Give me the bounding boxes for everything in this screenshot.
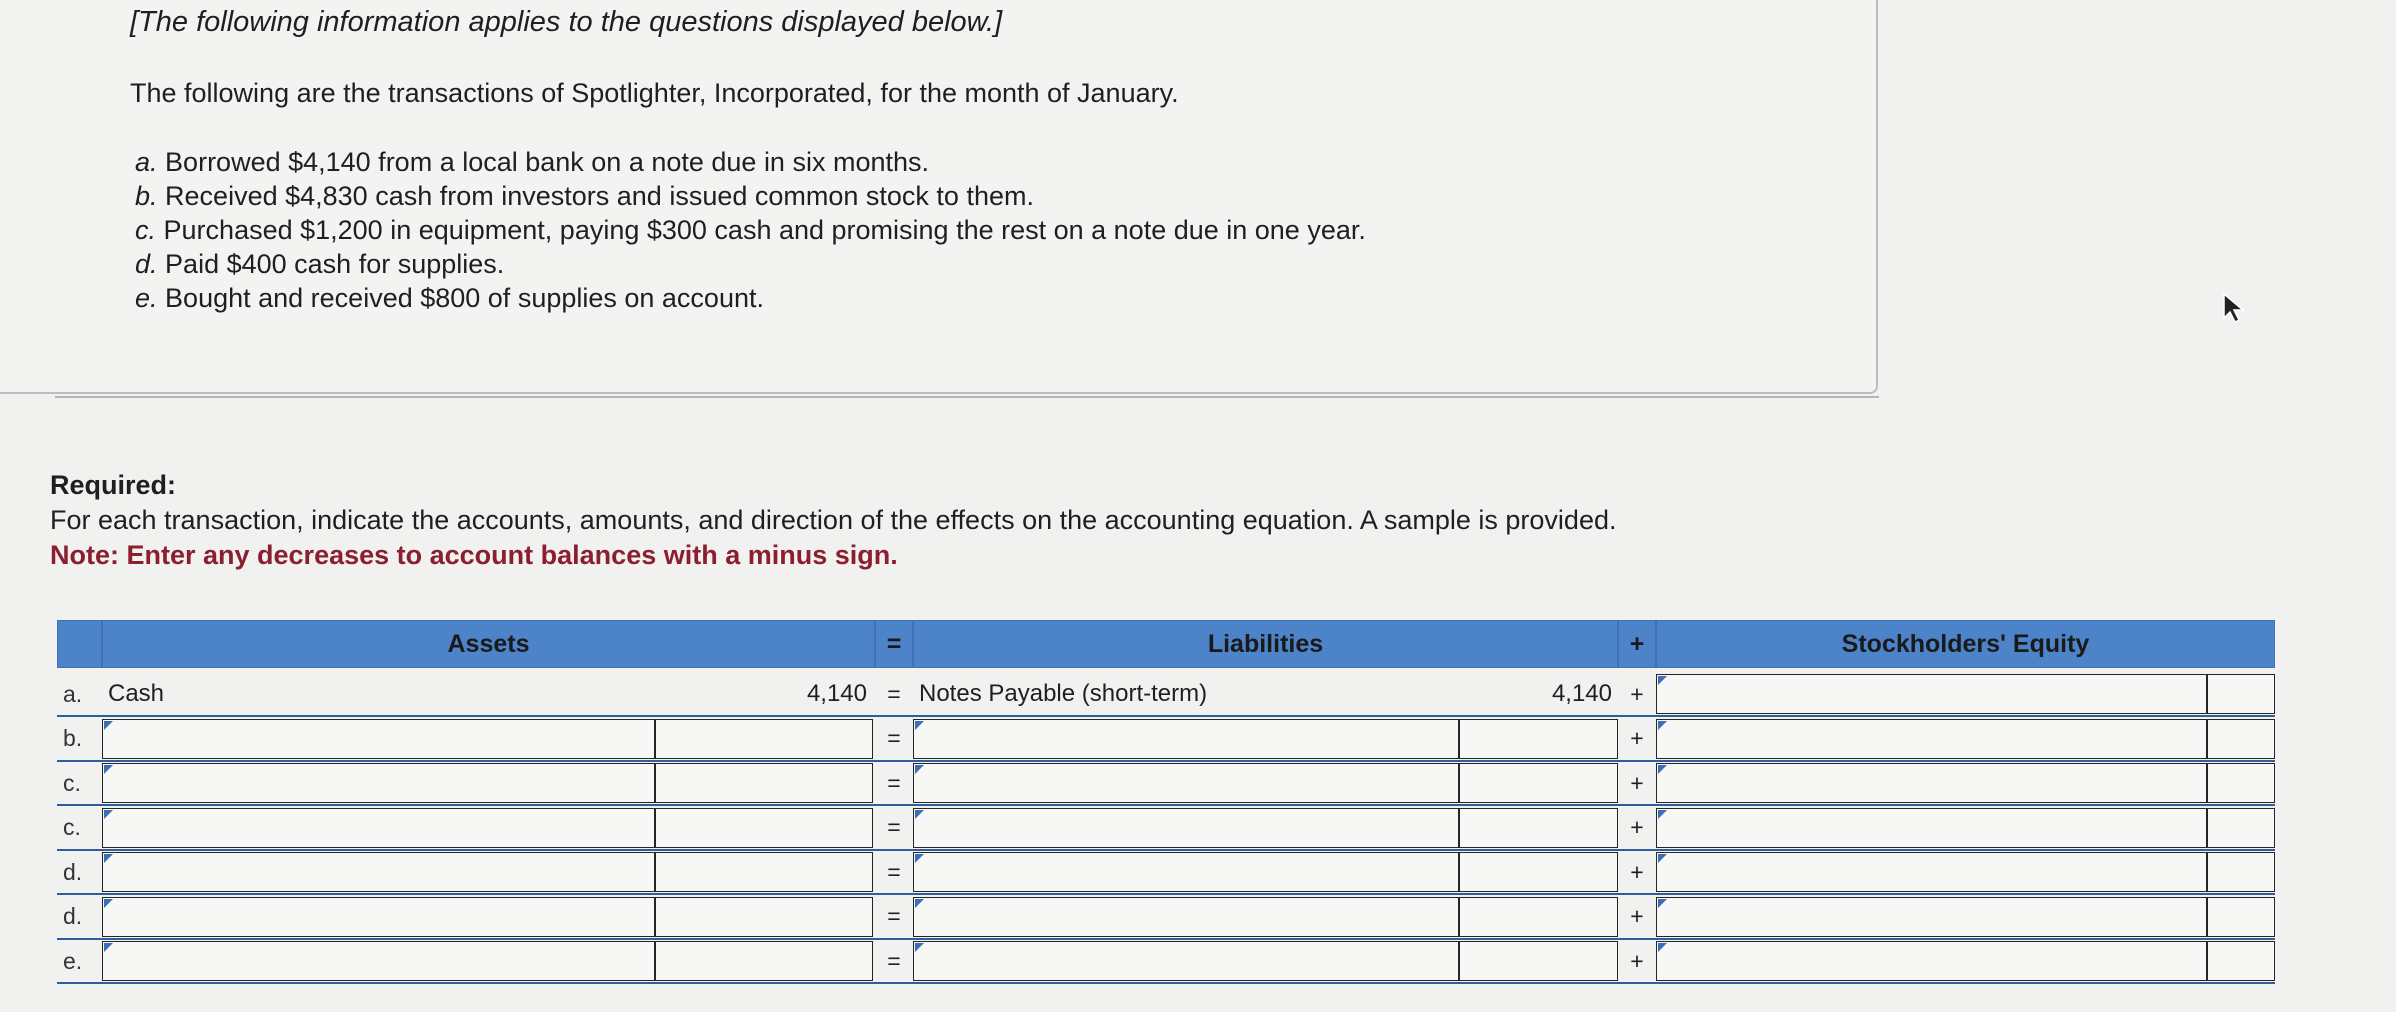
dropdown-marker-icon bbox=[104, 810, 113, 819]
equity-amount-input[interactable] bbox=[2207, 941, 2275, 981]
note-text: Note: Enter any decreases to account balances with a minus sign. bbox=[50, 540, 898, 570]
transaction-letter: e. bbox=[135, 283, 158, 313]
info-panel-divider bbox=[55, 396, 1879, 398]
dropdown-marker-icon bbox=[915, 765, 924, 774]
accounting-equation-table bbox=[57, 620, 2275, 982]
transaction-item bbox=[135, 213, 1366, 247]
entry-row bbox=[57, 895, 2275, 939]
dropdown-marker-icon bbox=[915, 943, 924, 952]
header-assets: Assets bbox=[102, 620, 875, 668]
liability-account-select bbox=[913, 674, 1459, 714]
dropdown-marker-icon bbox=[915, 721, 924, 730]
plus-sign: + bbox=[1630, 725, 1644, 751]
plus-sign: + bbox=[1630, 769, 1644, 796]
entry-row bbox=[57, 806, 2275, 850]
transaction-text: Received $4,830 cash from investors and issued common stock to them. bbox=[165, 181, 1034, 211]
asset-account-select[interactable] bbox=[102, 808, 655, 848]
liability-account-select[interactable] bbox=[913, 808, 1459, 848]
transaction-item bbox=[135, 281, 1366, 315]
plus-sign: + bbox=[1630, 814, 1644, 840]
transaction-item bbox=[135, 179, 1366, 213]
header-equity: Stockholders' Equity bbox=[1656, 620, 2275, 668]
row-divider bbox=[57, 982, 2275, 984]
dropdown-marker-icon bbox=[1658, 676, 1667, 685]
row-label: d. bbox=[63, 903, 83, 929]
dropdown-marker-icon bbox=[1658, 943, 1667, 952]
equals-sign: = bbox=[887, 680, 901, 707]
required-heading: Required: bbox=[50, 470, 177, 500]
asset-amount-input[interactable] bbox=[655, 852, 873, 892]
transaction-letter: d. bbox=[135, 249, 158, 279]
liability-account-select[interactable] bbox=[913, 897, 1459, 937]
mouse-pointer-icon bbox=[2222, 292, 2248, 324]
dropdown-marker-icon bbox=[104, 899, 113, 908]
transaction-letter: c. bbox=[135, 215, 157, 245]
equity-account-select[interactable] bbox=[1656, 808, 2207, 848]
equity-account-select[interactable] bbox=[1656, 763, 2207, 803]
plus-sign: + bbox=[1630, 858, 1644, 885]
liability-amount-input[interactable] bbox=[1459, 897, 1618, 937]
asset-account-select-value: Cash bbox=[108, 680, 165, 707]
asset-account-select[interactable] bbox=[102, 941, 655, 981]
asset-account-select bbox=[102, 674, 655, 714]
dropdown-marker-icon bbox=[915, 899, 924, 908]
dropdown-marker-icon bbox=[915, 854, 924, 863]
equity-amount-input[interactable] bbox=[2207, 674, 2275, 714]
equals-sign: = bbox=[887, 858, 901, 885]
entry-row bbox=[57, 717, 2275, 761]
row-label: c. bbox=[63, 814, 81, 840]
asset-amount-input-value: 4,140 bbox=[806, 680, 867, 707]
equity-amount-input[interactable] bbox=[2207, 808, 2275, 848]
equity-account-select[interactable] bbox=[1656, 719, 2207, 759]
header-row-label bbox=[57, 620, 102, 668]
equals-sign: = bbox=[887, 903, 901, 929]
transaction-text: Paid $400 cash for supplies. bbox=[165, 249, 505, 279]
dropdown-marker-icon bbox=[1658, 899, 1667, 908]
dropdown-marker-icon bbox=[1658, 765, 1667, 774]
header-equals: = bbox=[875, 620, 913, 668]
entry-row bbox=[57, 939, 2275, 983]
plus-sign: + bbox=[1630, 680, 1644, 707]
asset-account-select[interactable] bbox=[102, 719, 655, 759]
entry-row bbox=[57, 761, 2275, 805]
liability-account-select[interactable] bbox=[913, 852, 1459, 892]
dropdown-marker-icon bbox=[1658, 721, 1667, 730]
dropdown-marker-icon bbox=[104, 943, 113, 952]
transaction-letter: a. bbox=[135, 147, 158, 177]
liability-amount-input[interactable] bbox=[1459, 719, 1618, 759]
asset-amount-input[interactable] bbox=[655, 719, 873, 759]
equity-account-select[interactable] bbox=[1656, 674, 2207, 714]
header-plus: + bbox=[1618, 620, 1656, 668]
instruction-text: For each transaction, indicate the accounts, amounts, and direction of the effects on the accounting equation. A sample is provided. bbox=[50, 505, 1617, 535]
plus-sign: + bbox=[1630, 947, 1644, 974]
liability-amount-input bbox=[1459, 674, 1618, 714]
dropdown-marker-icon bbox=[104, 765, 113, 774]
equity-account-select[interactable] bbox=[1656, 897, 2207, 937]
transaction-text: Purchased $1,200 in equipment, paying $300 cash and promising the rest on a note due in one year. bbox=[163, 215, 1366, 245]
plus-sign: + bbox=[1630, 903, 1644, 929]
liability-account-select[interactable] bbox=[913, 763, 1459, 803]
asset-amount-input[interactable] bbox=[655, 808, 873, 848]
transaction-item bbox=[135, 247, 1366, 281]
dropdown-marker-icon bbox=[1658, 854, 1667, 863]
equity-amount-input[interactable] bbox=[2207, 852, 2275, 892]
asset-account-select[interactable] bbox=[102, 852, 655, 892]
equity-amount-input[interactable] bbox=[2207, 763, 2275, 803]
liability-account-select[interactable] bbox=[913, 719, 1459, 759]
entry-row bbox=[57, 850, 2275, 894]
transaction-text: Borrowed $4,140 from a local bank on a note due in six months. bbox=[165, 147, 929, 177]
liability-account-select[interactable] bbox=[913, 941, 1459, 981]
equals-sign: = bbox=[887, 769, 901, 796]
row-label: c. bbox=[63, 769, 81, 796]
row-label: b. bbox=[63, 725, 83, 751]
liability-amount-input[interactable] bbox=[1459, 941, 1618, 981]
intro-text: [The following information applies to the questions displayed below.] bbox=[130, 6, 1003, 38]
header-liabilities: Liabilities bbox=[913, 620, 1618, 668]
row-label: d. bbox=[63, 858, 83, 885]
asset-account-select[interactable] bbox=[102, 897, 655, 937]
liability-amount-input[interactable] bbox=[1459, 852, 1618, 892]
asset-amount-input[interactable] bbox=[655, 763, 873, 803]
sample-row bbox=[57, 672, 2275, 716]
liability-amount-input[interactable] bbox=[1459, 808, 1618, 848]
equals-sign: = bbox=[887, 814, 901, 840]
equity-account-select[interactable] bbox=[1656, 941, 2207, 981]
equity-account-select[interactable] bbox=[1656, 852, 2207, 892]
asset-amount-input bbox=[655, 674, 873, 714]
liability-amount-input-value: 4,140 bbox=[1551, 680, 1612, 707]
liability-account-select-value: Notes Payable (short-term) bbox=[919, 680, 1208, 707]
asset-account-select[interactable] bbox=[102, 763, 655, 803]
dropdown-marker-icon bbox=[1658, 810, 1667, 819]
equals-sign: = bbox=[887, 725, 901, 751]
transaction-item bbox=[135, 145, 1366, 179]
dropdown-marker-icon bbox=[104, 721, 113, 730]
transaction-text: Bought and received $800 of supplies on account. bbox=[165, 283, 764, 313]
row-label: e. bbox=[63, 947, 83, 974]
row-label: a. bbox=[63, 680, 83, 707]
transaction-letter: b. bbox=[135, 181, 158, 211]
asset-amount-input[interactable] bbox=[655, 897, 873, 937]
dropdown-marker-icon bbox=[104, 854, 113, 863]
asset-amount-input[interactable] bbox=[655, 941, 873, 981]
equity-amount-input[interactable] bbox=[2207, 897, 2275, 937]
liability-amount-input[interactable] bbox=[1459, 763, 1618, 803]
transaction-list bbox=[135, 145, 1366, 315]
equals-sign: = bbox=[887, 947, 901, 974]
equity-amount-input[interactable] bbox=[2207, 719, 2275, 759]
dropdown-marker-icon bbox=[915, 810, 924, 819]
lead-text: The following are the transactions of Spotlighter, Incorporated, for the month of January. bbox=[130, 78, 1179, 108]
